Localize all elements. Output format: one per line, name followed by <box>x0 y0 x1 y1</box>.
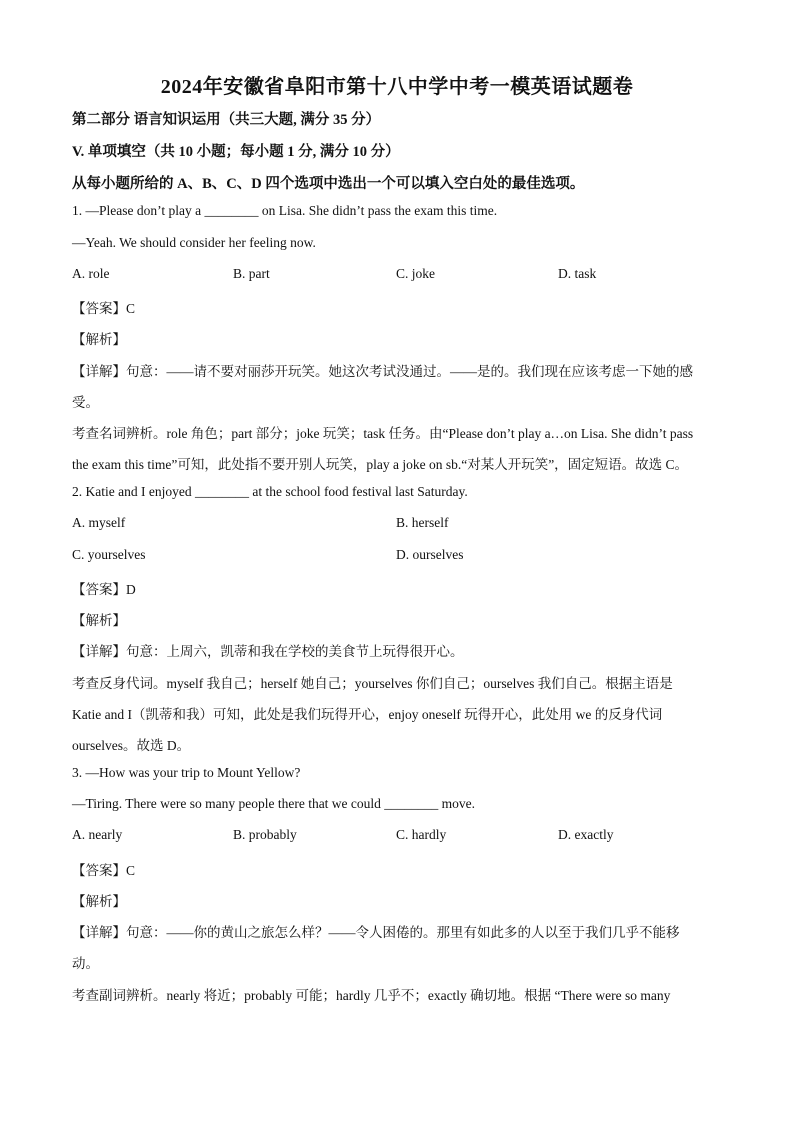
q1-explanation-cont: the exam this time”可知，此处指不要开别人玩笑，play a joke on sb.“对某人开玩笑”，固定短语。故选 C。 <box>72 457 689 472</box>
q3-option-b: B. probably <box>233 827 297 842</box>
q3-option-d: D. exactly <box>558 827 614 842</box>
q1-analysis-label: 【解析】 <box>72 332 126 347</box>
q1-detail-cont: 受。 <box>72 395 99 410</box>
q2-explanation-end: ourselves。故选 D。 <box>72 738 191 753</box>
q3-stem-reply: —Tiring. There were so many people there that we could ________ move. <box>72 796 476 811</box>
q1-option-d: D. task <box>558 266 597 281</box>
q3-explanation: 考查副词辨析。nearly 将近；probably 可能；hardly 几乎不；exactly 确切地。根据 “There were so many <box>72 988 671 1003</box>
q2-answer: 【答案】D <box>72 582 136 597</box>
q2-explanation-cont: Katie and I（凯蒂和我）可知，此处是我们玩得开心，enjoy oneself 玩得开心，此处用 we 的反身代词 <box>72 707 663 722</box>
part-heading: 第二部分 语言知识运用（共三大题, 满分 35 分） <box>72 112 381 128</box>
q1-detail: 【详解】句意：——请不要对丽莎开玩笑。她这次考试没通过。——是的。我们现在应该考虑一下她的感 <box>72 364 693 379</box>
q3-option-a: A. nearly <box>72 827 123 842</box>
q1-option-c: C. joke <box>396 266 435 281</box>
q2-option-d: D. ourselves <box>396 547 464 562</box>
q3-analysis-label: 【解析】 <box>72 894 126 909</box>
q2-option-b: B. herself <box>396 515 449 530</box>
q2-explanation: 考查反身代词。myself 我自己；herself 她自己；yourselves 你们自己；ourselves 我们自己。根据主语是 <box>72 676 673 691</box>
q2-option-a: A. myself <box>72 515 126 530</box>
q3-option-c: C. hardly <box>396 827 447 842</box>
q3-detail-cont: 动。 <box>72 956 99 971</box>
q2-stem: 2. Katie and I enjoyed ________ at the school food festival last Saturday. <box>72 484 468 499</box>
q1-option-a: A. role <box>72 266 110 281</box>
q3-stem: 3. —How was your trip to Mount Yellow? <box>72 765 301 780</box>
q1-explanation: 考查名词辨析。role 角色；part 部分；joke 玩笑；task 任务。由“Please don’t play a…on Lisa. She didn’t pass <box>72 426 694 441</box>
instruction-text: 从每小题所给的 A、B、C、D 四个选项中选出一个可以填入空白处的最佳选项。 <box>72 176 585 192</box>
q3-detail: 【详解】句意：——你的黄山之旅怎么样？——令人困倦的。那里有如此多的人以至于我们几乎不能移 <box>72 925 680 940</box>
q1-stem-reply: —Yeah. We should consider her feeling now. <box>72 235 316 250</box>
q2-detail: 【详解】句意：上周六，凯蒂和我在学校的美食节上玩得很开心。 <box>72 644 464 659</box>
q1-answer: 【答案】C <box>72 301 136 316</box>
q1-stem: 1. —Please don’t play a ________ on Lisa. She didn’t pass the exam this time. <box>72 203 498 218</box>
page-title: 2024年安徽省阜阳市第十八中学中考一模英语试题卷 <box>160 76 634 98</box>
section-heading: V. 单项填空（共 10 小题；每小题 1 分, 满分 10 分） <box>72 144 400 160</box>
q1-option-b: B. part <box>233 266 270 281</box>
q2-option-c: C. yourselves <box>72 547 146 562</box>
q3-answer: 【答案】C <box>72 863 136 878</box>
q2-analysis-label: 【解析】 <box>72 613 126 628</box>
